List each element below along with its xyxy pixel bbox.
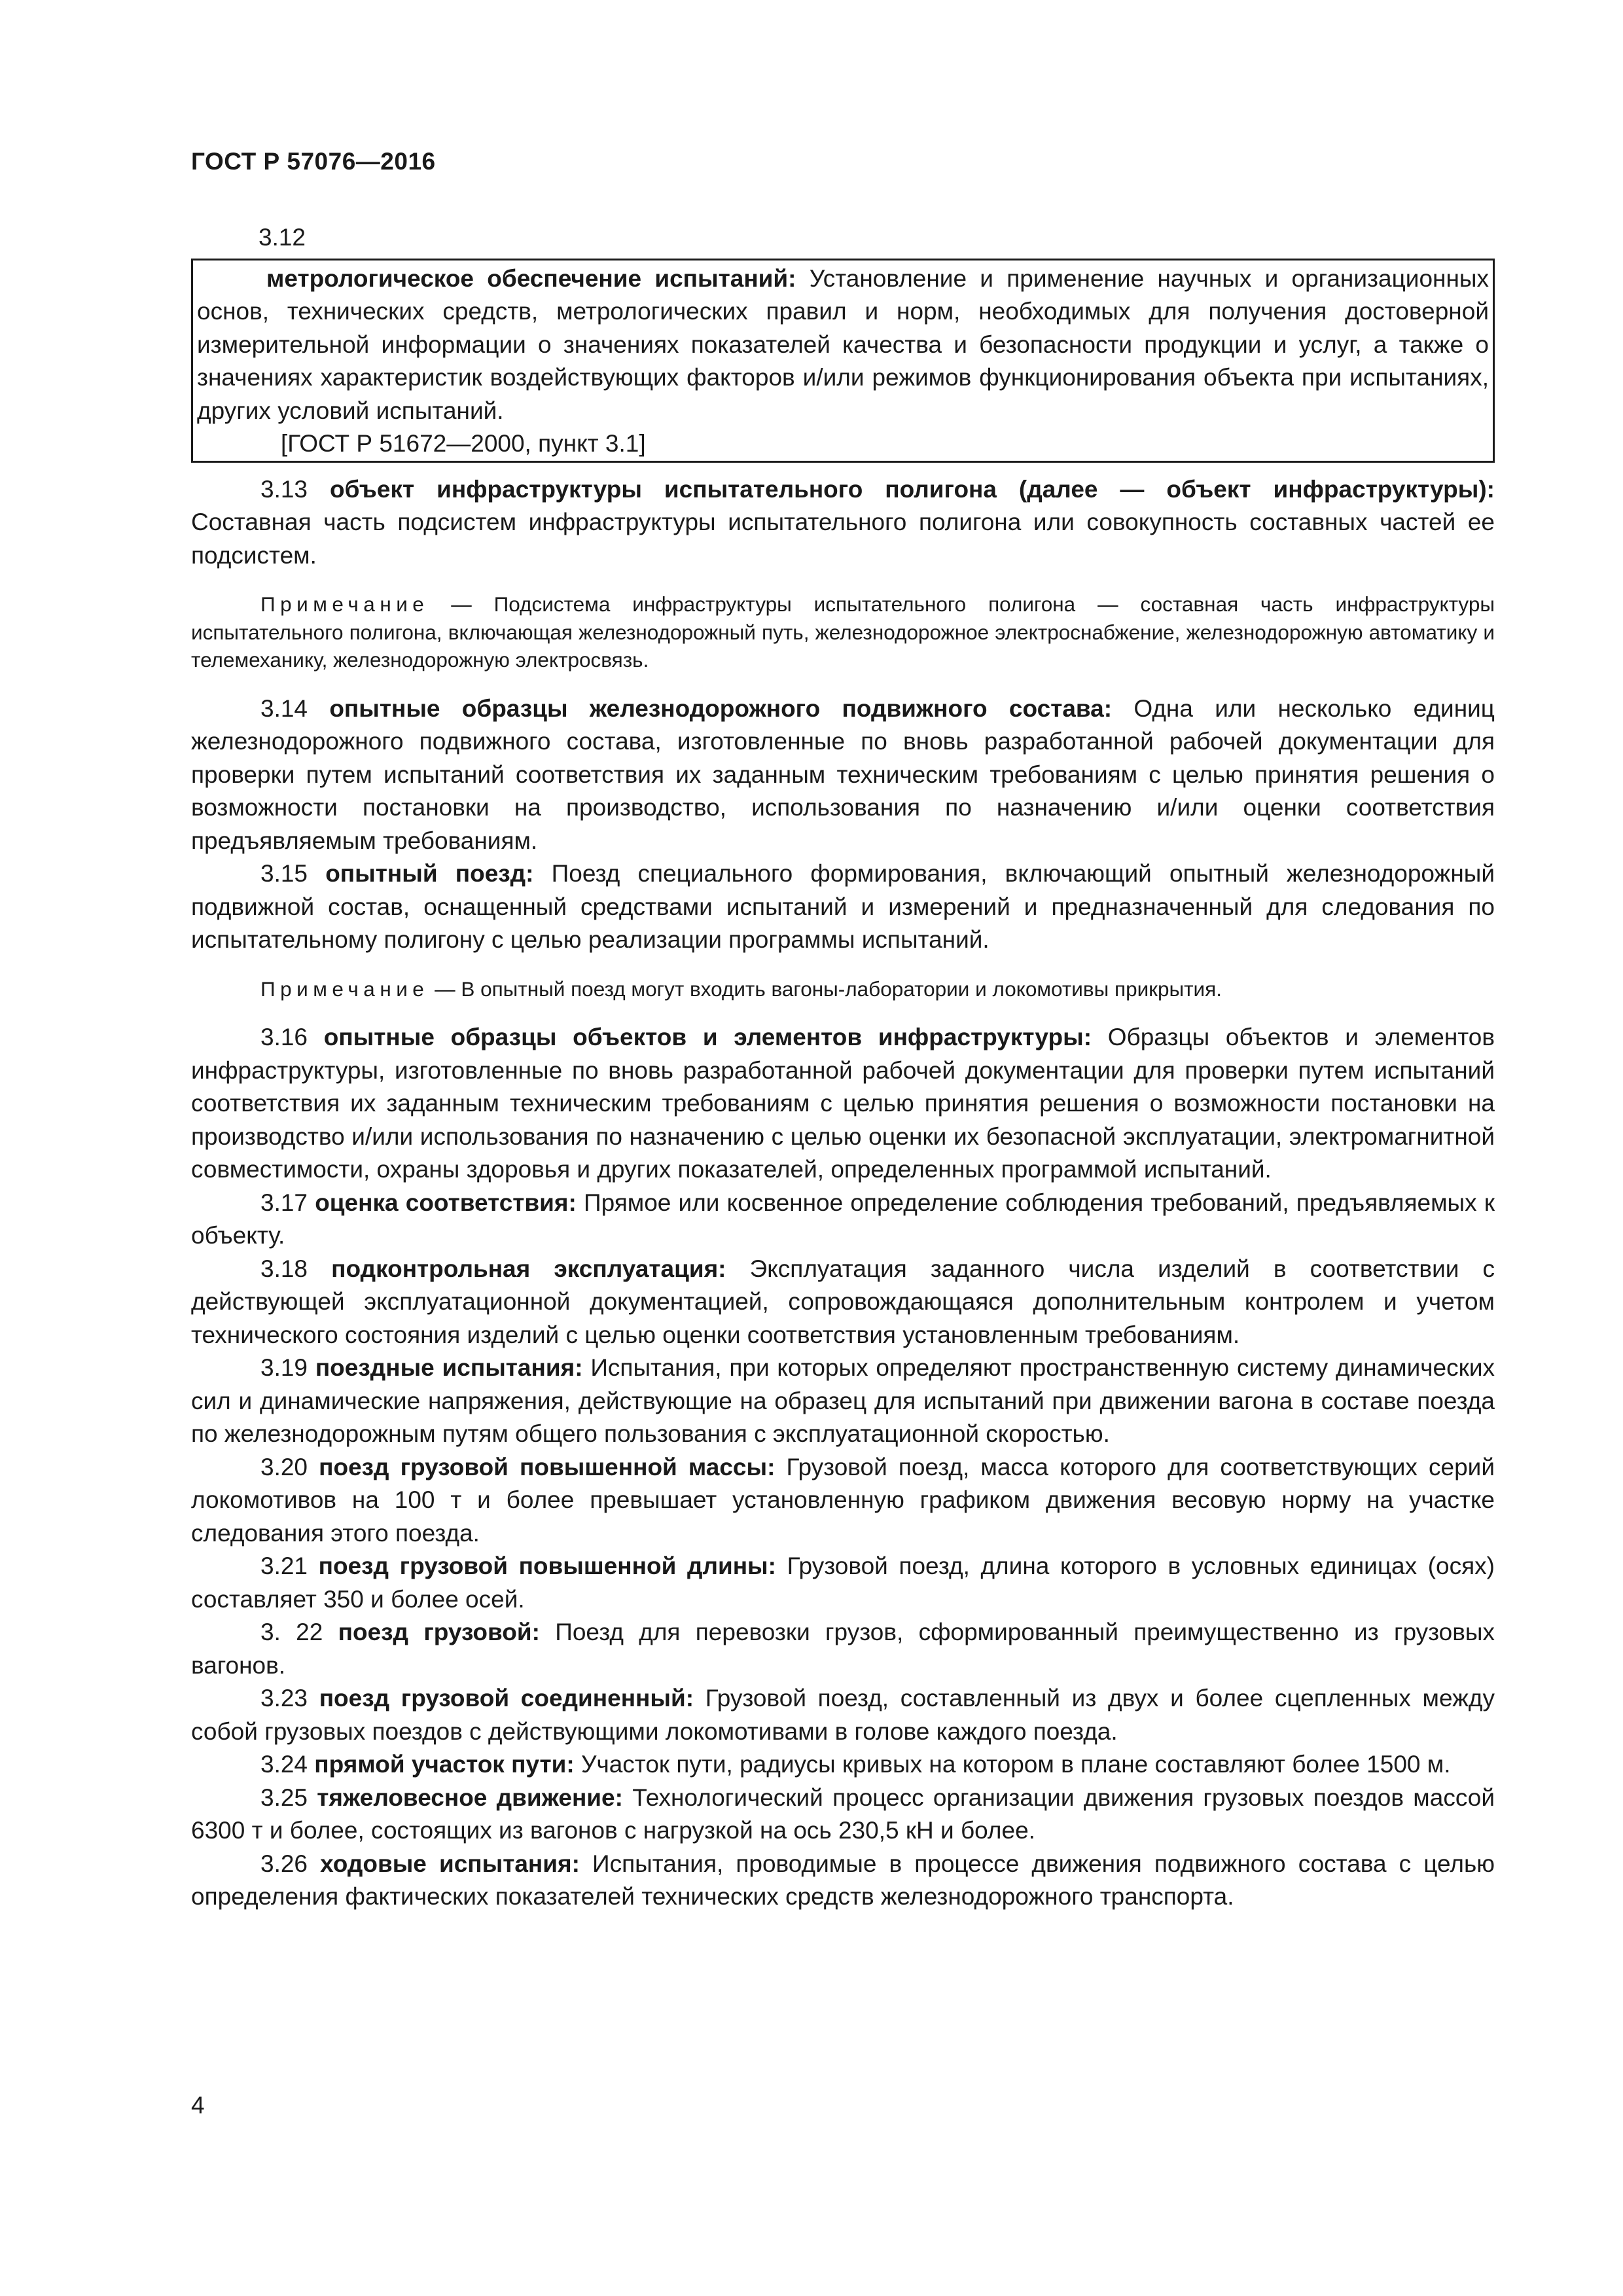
definition-3-12: Установление и применение научных и организационных основ, технических средств, метрологических правил и норм, необходимых для получения достоверной измерительной информации о значениях показателей качества и безопасности продукции и услуг, а также о значениях характеристик воздействующих факторов и/или режимов функционирования объекта при испытаниях, других условий испытаний.: [197, 264, 1489, 424]
term-3-23: поезд грузовой соединенный:: [319, 1685, 694, 1712]
term-entry-3-20: [191, 1451, 1495, 1551]
term-number-3-14: 3.14: [260, 694, 330, 722]
term-number-3-21: 3.21: [260, 1552, 319, 1579]
term-entry-3-21: [191, 1550, 1495, 1616]
definition-3-18: Эксплуатация заданного числа изделий в соответствии с действующей эксплуатационной документацией, сопровождающаяся дополнительным контролем и учетом технического состояния изделий с целью оценки соответствия установленным требованиям.: [191, 1255, 1495, 1348]
term-entry-3-13: [191, 473, 1495, 573]
definition-3-24: Участок пути, радиусы кривых на котором в плане составляют более 1500 м.: [574, 1751, 1451, 1778]
term-entry-3-16: [191, 1021, 1495, 1187]
term-entry-3-25: [191, 1782, 1495, 1848]
definition-3-13: Составная часть подсистем инфраструктуры испытательного полигона или совокупность составных частей ее подсистем.: [191, 509, 1495, 569]
term-number-3-24: 3.24: [260, 1751, 315, 1778]
term-entry-3-12: [197, 262, 1489, 428]
term-3-22: поезд грузовой:: [338, 1619, 540, 1645]
term-3-14: опытные образцы железнодорожного подвижного состава:: [329, 694, 1113, 722]
term-3-18: подконтрольная эксплуатация:: [331, 1255, 726, 1282]
term-entry-3-24: [191, 1748, 1495, 1782]
note-text-3-15: — В опытный поезд могут входить вагоны-лаборатории и локомотивы прикрытия.: [429, 977, 1222, 1001]
term-box-3-12: [191, 259, 1495, 463]
term-number-3-13: 3.13: [260, 475, 330, 503]
note-text-3-13: — Подсистема инфраструктуры испытательного полигона — составная часть инфраструктуры испытательного полигона, включающая железнодорожный путь, железнодорожное электроснабжение, железнодорожную автоматику и телемеханику, железнодорожную электросвязь.: [191, 592, 1495, 672]
definition-3-23: Грузовой поезд, составленный из двух и более сцепленных между собой грузовых поездов с действующими локомотивами в голове каждого поезда.: [191, 1685, 1495, 1745]
definition-3-16: Образцы объектов и элементов инфраструктуры, изготовленные по вновь разработанной рабочей документации для проверки путем испытаний соответствия их заданным техническим требованиям с целью принятия решения о возможности постановки на производство и/или использования по назначению с целью оценки их безопасной эксплуатации, электромагнитной совместимости, охраны здоровья и других показателей, определенных программой испытаний.: [191, 1024, 1495, 1183]
note-label-3-15: Примечание: [260, 977, 429, 1001]
term-entry-3-22: [191, 1616, 1495, 1682]
term-3-12: метрологическое обеспечение испытаний:: [266, 264, 796, 292]
term-3-16: опытные образцы объектов и элементов инфраструктуры:: [323, 1024, 1092, 1050]
term-entry-3-26: [191, 1848, 1495, 1914]
definition-3-15: Поезд специального формирования, включающий опытный железнодорожный подвижной состав, оснащенный средствами испытаний и измерений и предназначенный для следования по испытательному полигону с целью реализации программы испытаний.: [191, 860, 1495, 953]
term-3-25: тяжеловесное движение:: [317, 1784, 623, 1811]
term-3-21: поезд грузовой повышенной длины:: [318, 1552, 776, 1579]
term-number-3-19: 3.19: [260, 1354, 315, 1381]
term-source-3-12: [ГОСТ Р 51672—2000, пункт 3.1]: [281, 430, 646, 457]
term-number-3-25: 3.25: [260, 1784, 317, 1811]
definition-3-19: Испытания, при которых определяют пространственную систему динамических сил и динамические напряжения, действующие на образец для испытаний при движении вагона в составе поезда по железнодорожным путям общего пользования с эксплуатационной скоростью.: [191, 1354, 1495, 1447]
term-number-3-17: 3.17: [260, 1189, 315, 1216]
document-header: ГОСТ Р 57076—2016: [191, 148, 436, 175]
term-entry-3-15: [191, 857, 1495, 957]
term-3-26: ходовые испытания:: [320, 1850, 580, 1877]
term-number-3-12: 3.12: [259, 224, 306, 251]
note-3-13: [191, 590, 1495, 674]
note-label-3-13: Примечание: [260, 592, 429, 616]
definition-3-17: Прямое или косвенное определение соблюдения требований, предъявляемых к объекту.: [191, 1189, 1495, 1249]
term-entry-3-23: [191, 1682, 1495, 1748]
definition-3-14: Одна или несколько единиц железнодорожного подвижного состава, изготовленные по вновь разработанной рабочей документации для проверки путем испытаний соответствия их заданным техническим требованиям с целью принятия решения о возможности постановки на производство, использования по назначению и/или оценки соответствия предъявляемым требованиям.: [191, 694, 1495, 854]
term-number-3-26: 3.26: [260, 1850, 321, 1877]
definition-3-22: Поезд для перевозки грузов, сформированный преимущественно из грузовых вагонов.: [191, 1619, 1495, 1679]
term-3-24: прямой участок пути:: [314, 1751, 575, 1778]
note-3-15: [191, 975, 1495, 1003]
term-3-17: оценка соответствия:: [315, 1189, 577, 1216]
term-number-3-20: 3.20: [260, 1453, 319, 1480]
term-entry-3-17: [191, 1187, 1495, 1253]
term-3-13: объект инфраструктуры испытательного полигона (далее — объект инфраструктуры):: [329, 475, 1495, 503]
definition-3-20: Грузовой поезд, масса которого для соответствующих серий локомотивов на 100 т и более превышает установленную графиком движения весовую норму на участке следования этого поезда.: [191, 1453, 1495, 1547]
term-entry-3-19: [191, 1352, 1495, 1451]
term-entry-3-14: [191, 692, 1495, 858]
definition-3-26: Испытания, проводимые в процессе движения подвижного состава с целью определения фактических показателей технических средств железнодорожного транспорта.: [191, 1850, 1495, 1910]
term-number-3-18: 3.18: [260, 1255, 332, 1282]
document-body: [191, 221, 1495, 1914]
term-3-19: поездные испытания:: [315, 1354, 583, 1381]
term-entry-3-18: [191, 1253, 1495, 1352]
term-number-3-23: 3.23: [260, 1685, 319, 1712]
page-number: 4: [191, 2092, 205, 2119]
term-number-3-15: 3.15: [260, 860, 326, 887]
term-number-3-22: 3. 22: [260, 1619, 338, 1645]
term-3-20: поезд грузовой повышенной массы:: [319, 1453, 776, 1480]
term-3-15: опытный поезд:: [325, 860, 534, 887]
term-number-3-16: 3.16: [260, 1024, 324, 1050]
definition-3-21: Грузовой поезд, длина которого в условных единицах (осях) составляет 350 и более осей.: [191, 1552, 1495, 1613]
definition-3-25: Технологический процесс организации движения грузовых поездов массой 6300 т и более, состоящих из вагонов с нагрузкой на ось 230,5 кН и более.: [191, 1784, 1495, 1844]
